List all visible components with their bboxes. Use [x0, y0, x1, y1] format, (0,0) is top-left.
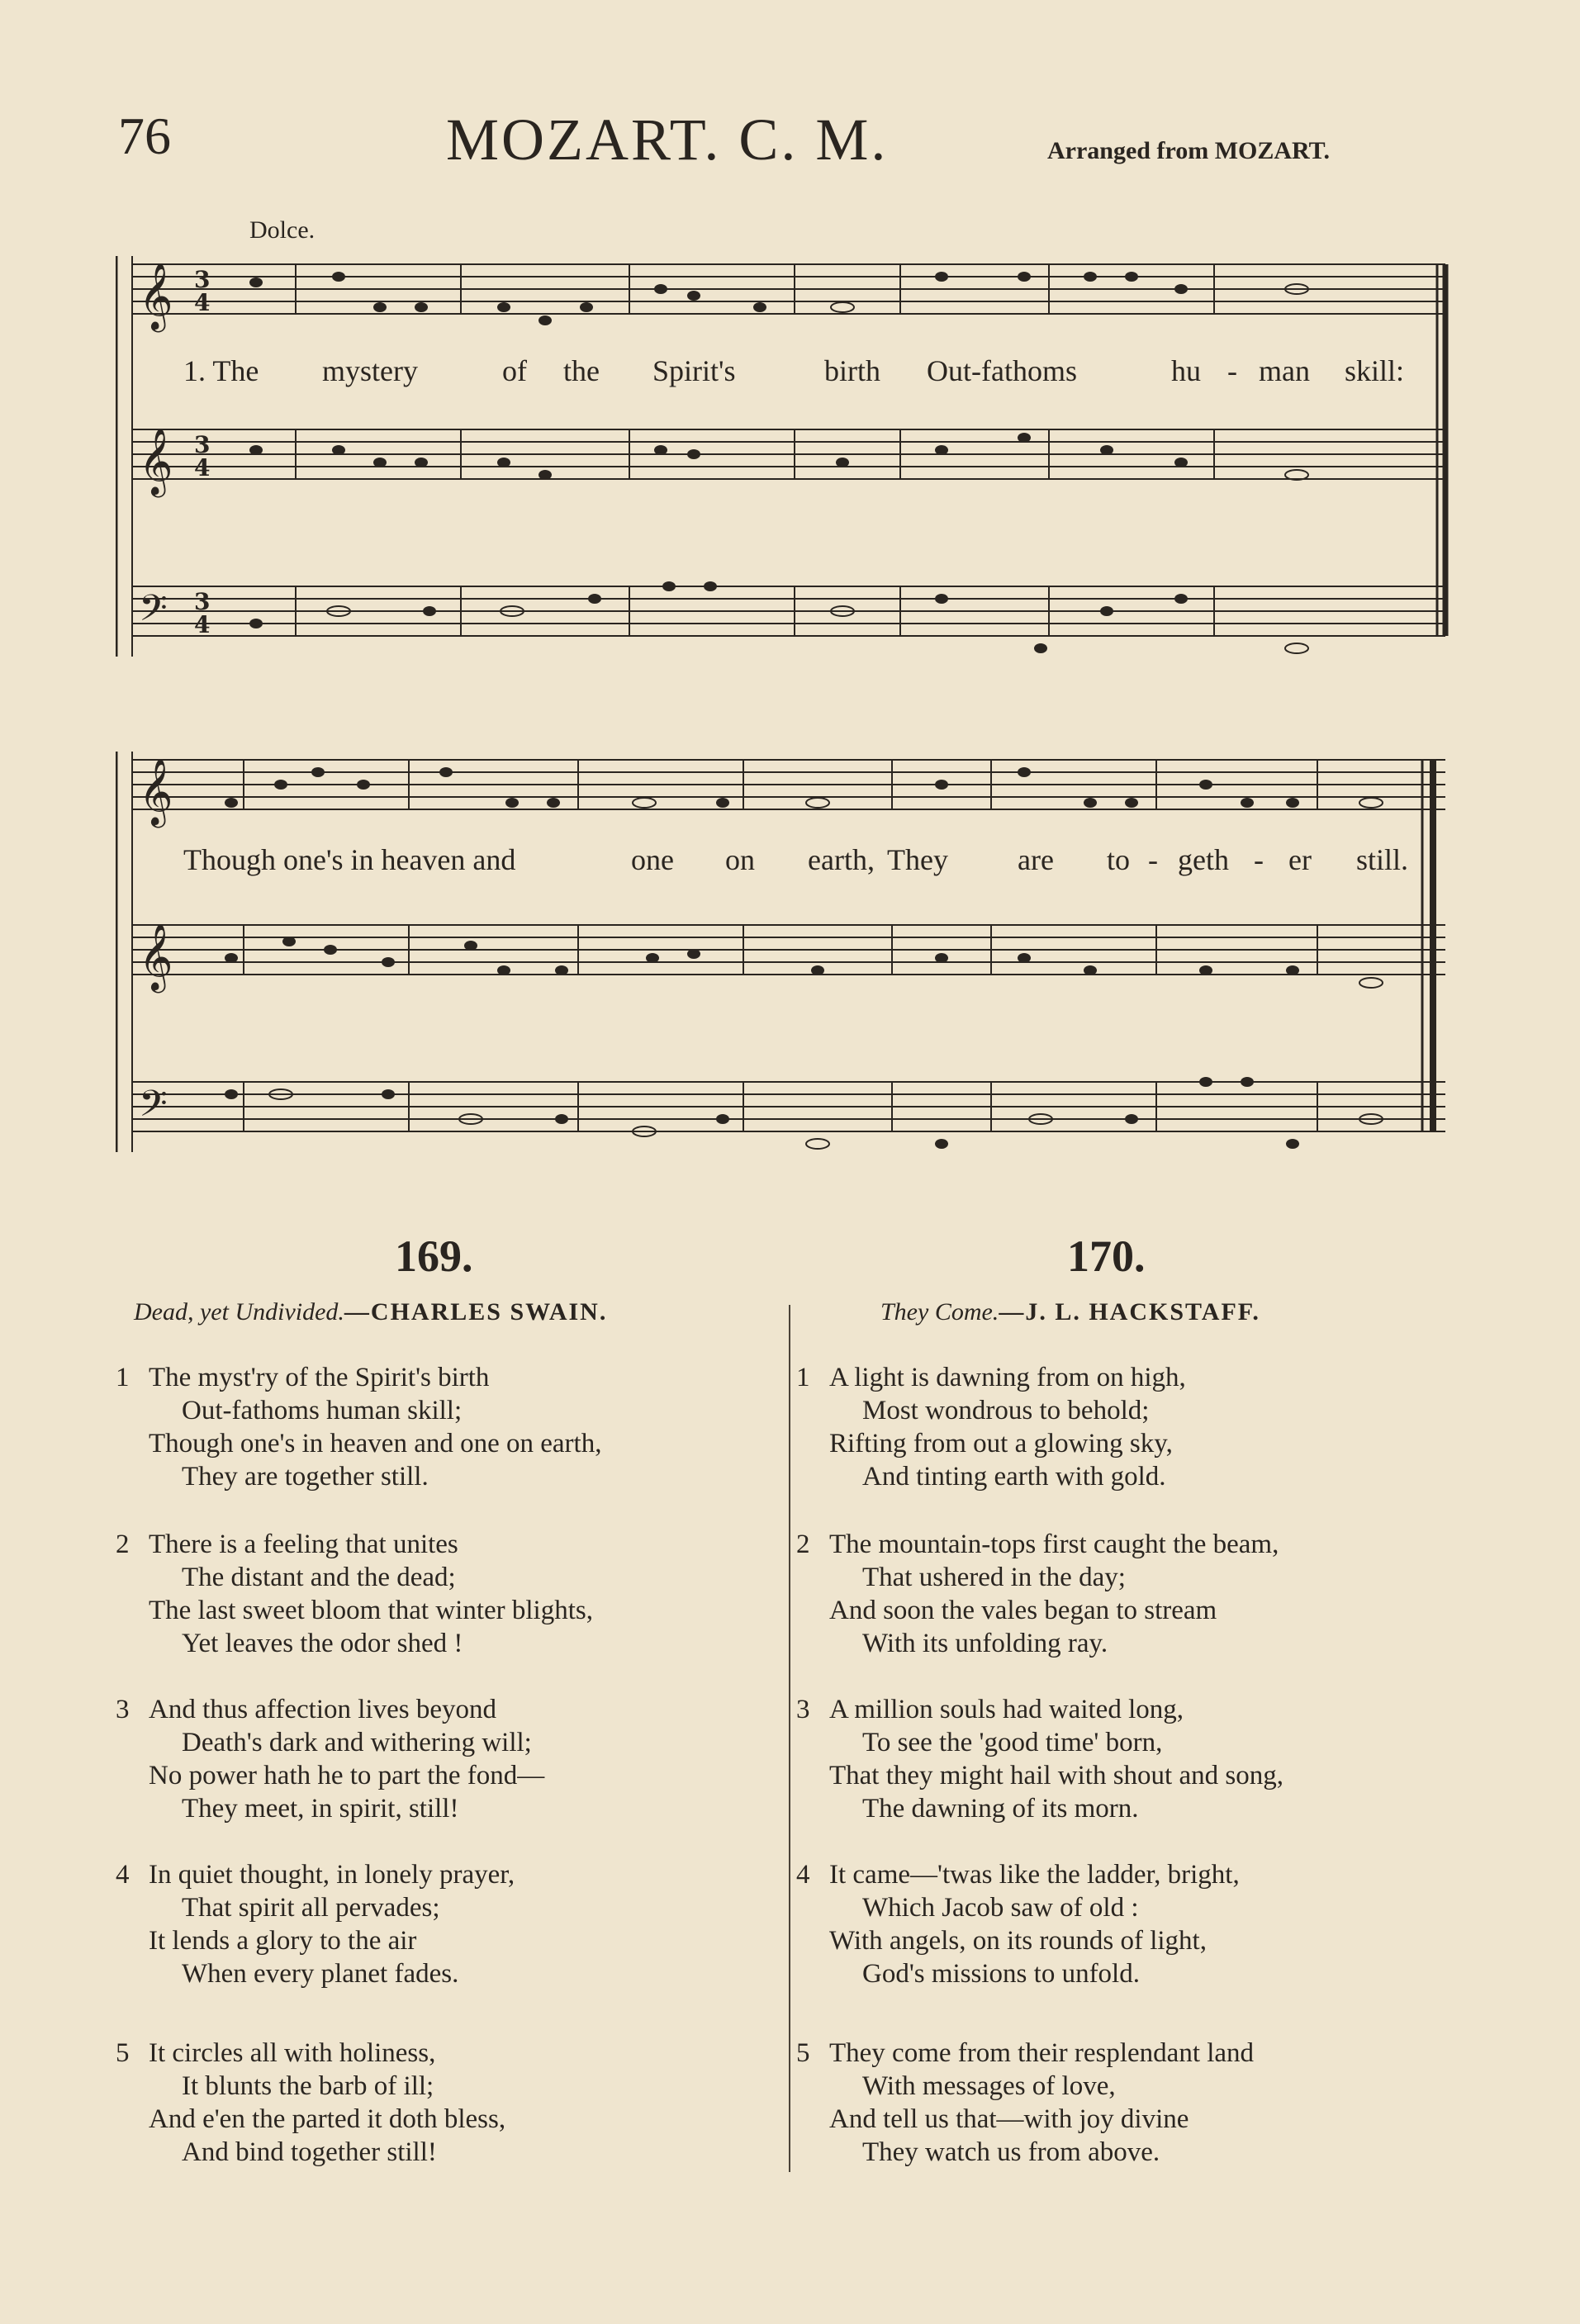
verse-line: It blunts the barb of ill;: [182, 2071, 434, 2101]
verse-line: The myst'ry of the Spirit's birth: [149, 1363, 490, 1392]
stanza: [116, 1858, 515, 1990]
hymn-number: 170.: [1067, 1231, 1146, 1281]
verse-line: In quiet thought, in lonely prayer,: [149, 1860, 515, 1890]
verse-line: The distant and the dead;: [182, 1563, 456, 1592]
lyric-syllable: are: [1018, 843, 1054, 876]
music-system-2: [116, 735, 1454, 1164]
stanza: [796, 1361, 1186, 1493]
stanza: [796, 2037, 1255, 2169]
svg-text:𝄞: 𝄞: [139, 262, 173, 330]
verse-line: That ushered in the day;: [862, 1563, 1126, 1592]
verse-line: And tinting earth with gold.: [862, 1462, 1166, 1492]
lyric-syllable: Spirit's: [652, 354, 736, 387]
stanza-number: 1: [796, 1363, 810, 1392]
svg-text:4: 4: [194, 611, 211, 638]
verse-line: Though one's in heaven and one on earth,: [149, 1429, 602, 1458]
verse-line: There is a feeling that unites: [149, 1530, 458, 1559]
music-system-1: [116, 240, 1454, 669]
verse-line: The last sweet bloom that winter blights,: [149, 1596, 593, 1625]
svg-text:𝄞: 𝄞: [139, 922, 173, 990]
verse-line: And e'en the parted it doth bless,: [149, 2104, 506, 2134]
svg-text:𝄞: 𝄞: [139, 757, 173, 825]
lyric-syllable: Though one's in heaven and: [183, 843, 516, 876]
verse-line: The mountain-tops first caught the beam,: [829, 1530, 1279, 1559]
verse-line: No power hath he to part the fond—: [149, 1761, 545, 1790]
lyric-syllable: skill:: [1345, 354, 1405, 387]
lyric-syllable: er: [1288, 843, 1312, 876]
verse-line: Death's dark and withering will;: [182, 1728, 532, 1757]
lyric-syllable: -: [1227, 354, 1237, 387]
verse-line: With messages of love,: [862, 2071, 1116, 2101]
verse-line: The dawning of its morn.: [862, 1794, 1139, 1824]
stanza-number: 2: [796, 1530, 810, 1559]
verse-line: God's missions to unfold.: [862, 1959, 1140, 1989]
hymn-number: 169.: [395, 1231, 473, 1281]
verse-line: That they might hail with shout and song,: [829, 1761, 1283, 1790]
lyric-syllable: -: [1148, 843, 1158, 876]
svg-text:3: 3: [194, 431, 211, 458]
lyric-syllable: still.: [1356, 843, 1409, 876]
stanza-number: 1: [116, 1363, 130, 1392]
stanza-number: 5: [796, 2038, 810, 2068]
verse-line: Most wondrous to behold;: [862, 1396, 1150, 1425]
lyric-syllable: birth: [824, 354, 880, 387]
stanza-number: 3: [796, 1695, 810, 1724]
stanza: [796, 1858, 1240, 1990]
svg-text:4: 4: [194, 289, 211, 316]
hymn-subtitle: [134, 1298, 607, 1326]
svg-text:3: 3: [194, 588, 211, 615]
verse-line: It lends a glory to the air: [149, 1926, 417, 1956]
stanza: [116, 1528, 593, 1660]
verse-line: It came—'twas like the ladder, bright,: [829, 1860, 1240, 1890]
verse-line: To see the 'good time' born,: [862, 1728, 1163, 1757]
stanza: [116, 1693, 545, 1825]
stanza-number: 5: [116, 2038, 130, 2068]
verse-line: When every planet fades.: [182, 1959, 459, 1989]
stanza: [796, 1693, 1283, 1825]
verse-line: And thus affection lives beyond: [149, 1695, 496, 1724]
verse-line: Rifting from out a glowing sky,: [829, 1429, 1173, 1458]
verse-line: A light is dawning from on high,: [829, 1363, 1186, 1392]
hymn-title: Dead, yet Undivided.: [134, 1298, 344, 1326]
svg-text:4: 4: [194, 454, 211, 481]
verse-line: They watch us from above.: [862, 2137, 1160, 2167]
svg-text:𝄢: 𝄢: [139, 586, 168, 638]
column-divider: [789, 1305, 790, 2172]
stanza: [796, 1528, 1279, 1660]
hymn-title: They Come.: [880, 1298, 999, 1326]
lyric-syllable: of: [502, 354, 527, 387]
svg-text:𝄞: 𝄞: [139, 427, 173, 495]
stanza-number: 2: [116, 1530, 130, 1559]
lyric-syllable: 1. The: [183, 354, 259, 387]
verse-line: And soon the vales began to stream: [829, 1596, 1217, 1625]
stanza-number: 3: [116, 1695, 130, 1724]
verse-line: They meet, in spirit, still!: [182, 1794, 459, 1824]
arranger-credit: Arranged from MOZART.: [1047, 137, 1330, 164]
verse-line: They are together still.: [182, 1462, 429, 1492]
verse-line: Which Jacob saw of old :: [862, 1893, 1139, 1923]
verse-line: A million souls had waited long,: [829, 1695, 1184, 1724]
svg-text:𝄢: 𝄢: [139, 1082, 168, 1134]
lyric-syllable: the: [563, 354, 600, 387]
hymn-tune-title: MOZART. C. M.: [446, 107, 889, 173]
lyric-syllable: man: [1259, 354, 1310, 387]
tempo-marking: Dolce.: [249, 216, 316, 244]
stanza-number: 4: [796, 1860, 810, 1890]
lyric-syllable: to: [1107, 843, 1131, 876]
verse-line: Out-fathoms human skill;: [182, 1396, 463, 1425]
lyric-syllable: earth,: [808, 843, 875, 876]
stanza: [116, 1361, 602, 1493]
verse-line: And tell us that—with joy divine: [829, 2104, 1189, 2134]
lyric-syllable: hu: [1171, 354, 1201, 387]
page-number: 76: [118, 107, 171, 165]
lyric-syllable: Out-fathoms: [927, 354, 1077, 387]
verse-line: And bind together still!: [182, 2137, 437, 2167]
stanza: [116, 2037, 506, 2169]
lyric-syllable: mystery: [322, 354, 418, 387]
verse-line: They come from their resplendant land: [829, 2038, 1255, 2068]
verse-line: With its unfolding ray.: [862, 1629, 1108, 1658]
hymn-author: —CHARLES SWAIN.: [344, 1298, 608, 1326]
lyric-syllable: geth: [1178, 843, 1229, 876]
lyric-syllable: -: [1254, 843, 1264, 876]
verse-line: That spirit all pervades;: [182, 1893, 440, 1923]
svg-text:3: 3: [194, 266, 211, 293]
verse-line: With angels, on its rounds of light,: [829, 1926, 1207, 1956]
hymn-author: —J. L. HACKSTAFF.: [999, 1298, 1260, 1326]
lyric-syllable: They: [887, 843, 948, 876]
lyric-syllable: on: [725, 843, 755, 876]
verse-line: Yet leaves the odor shed !: [182, 1629, 463, 1658]
lyric-syllable: one: [631, 843, 674, 876]
hymn-subtitle: [880, 1298, 1260, 1326]
verse-line: It circles all with holiness,: [149, 2038, 436, 2068]
stanza-number: 4: [116, 1860, 130, 1890]
